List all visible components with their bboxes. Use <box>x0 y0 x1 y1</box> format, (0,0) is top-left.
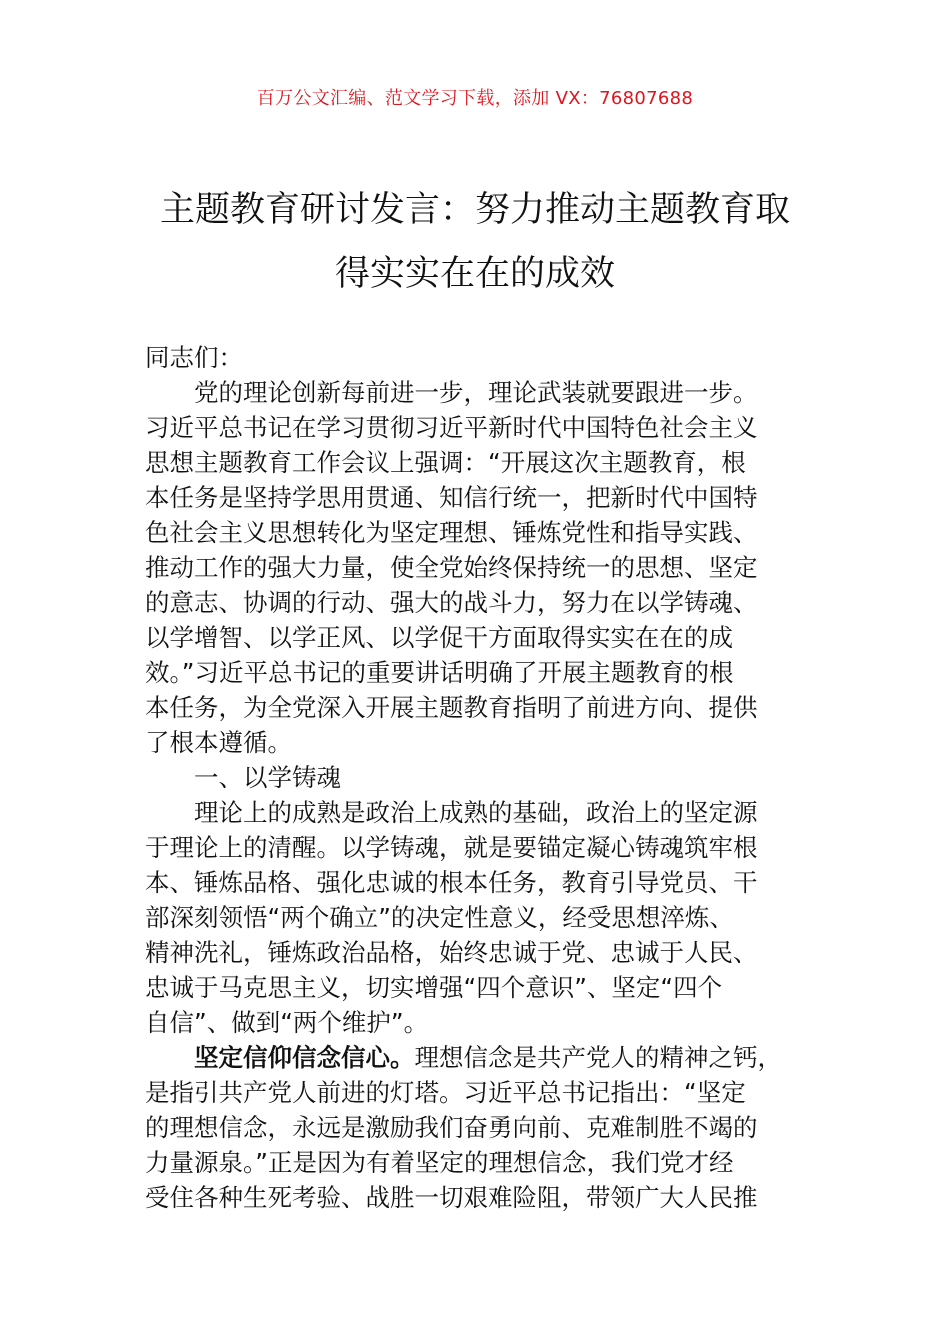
text-line: 本、锤炼品格、强化忠诚的根本任务，教育引导党员、干 <box>145 868 758 897</box>
section-heading: 一、以学铸魂 <box>194 763 341 792</box>
text-line: 忠诚于马克思主义，切实增强“四个意识”、坚定“四个 <box>145 973 723 1002</box>
text-line: 习近平总书记在学习贯彻习近平新时代中国特色社会主义 <box>145 413 758 442</box>
title-line-2: 得实实在在的成效 <box>334 254 615 294</box>
text-line: 本任务是坚持学思用贯通、知信行统一，把新时代中国特 <box>145 483 758 512</box>
text-line: 了根本遵循。 <box>145 728 292 757</box>
text-line: 的理想信念，永远是激励我们奋勇向前、克难制胜不竭的 <box>145 1113 758 1142</box>
text-line: 精神洗礼，锤炼政治品格，始终忠诚于党、忠诚于人民、 <box>145 938 758 967</box>
text-line: 自信”、做到“两个维护”。 <box>145 1008 429 1037</box>
document-title <box>0 178 950 306</box>
text-line: 于理论上的清醒。以学铸魂，就是要锚定凝心铸魂筑牢根 <box>145 833 758 862</box>
text-line: 效。”习近平总书记的重要讲话明确了开展主题教育的根 <box>145 658 734 687</box>
text-line: 以学增智、以学正风、以学促干方面取得实实在在的成 <box>145 623 733 652</box>
paragraph-intro <box>145 375 825 760</box>
paragraph-section-1 <box>145 795 825 1040</box>
text-run: 理想信念是共产党人的精神之钙， <box>414 1043 782 1072</box>
watermark-header: 百万公文汇编、范文学习下载，添加 VX：76807688 <box>256 88 694 109</box>
text-line: 党的理论创新每前进一步，理论武装就要跟进一步。 <box>194 378 758 407</box>
salutation: 同志们： <box>145 343 243 372</box>
paragraph-faith <box>145 1040 825 1215</box>
text-line <box>145 1040 825 1075</box>
title-line-1: 主题教育研讨发言：努力推动主题教育取 <box>159 190 790 230</box>
text-line: 是指引共产党人前进的灯塔。习近平总书记指出：“坚定 <box>145 1078 746 1107</box>
text-line: 理论上的成熟是政治上成熟的基础，政治上的坚定源 <box>194 798 758 827</box>
text-line: 受住各种生死考验、战胜一切艰难险阻，带领广大人民推 <box>145 1183 758 1212</box>
text-line: 思想主题教育工作会议上强调：“开展这次主题教育，根 <box>145 448 746 477</box>
text-line: 色社会主义思想转化为坚定理想、锤炼党性和指导实践、 <box>145 518 758 547</box>
text-line: 推动工作的强大力量，使全党始终保持统一的思想、坚定 <box>145 553 758 582</box>
text-line: 力量源泉。”正是因为有着坚定的理想信念，我们党才经 <box>145 1148 734 1177</box>
text-line: 本任务，为全党深入开展主题教育指明了前进方向、提供 <box>145 693 758 722</box>
bold-lead: 坚定信仰信念信心。 <box>194 1043 415 1072</box>
document-body <box>145 340 825 1215</box>
text-line: 部深刻领悟“两个确立”的决定性意义，经受思想淬炼、 <box>145 903 734 932</box>
text-line: 的意志、协调的行动、强大的战斗力，努力在以学铸魂、 <box>145 588 758 617</box>
